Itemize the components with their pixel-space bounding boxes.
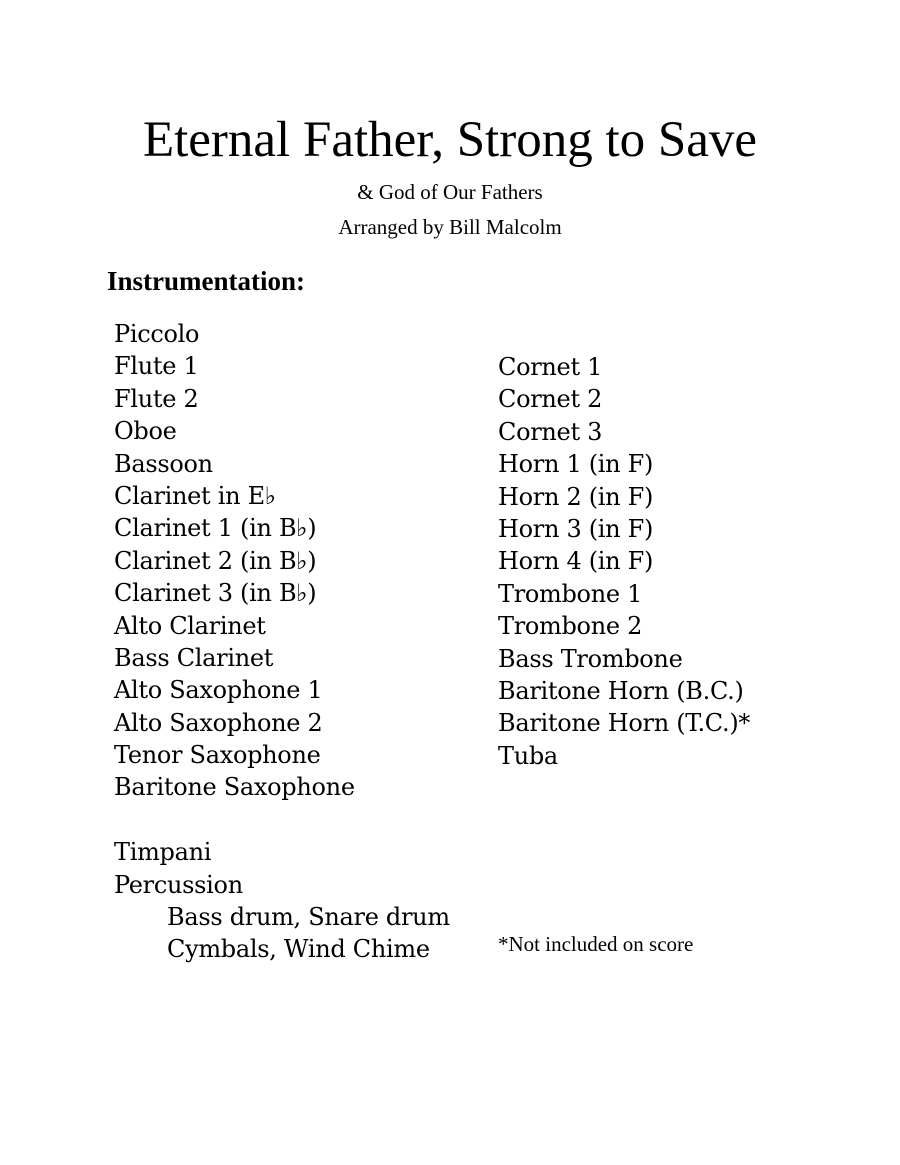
instrument-item: Alto Saxophone 1 (114, 676, 323, 705)
instrument-item: Bassoon (114, 449, 213, 478)
instrument-item: Horn 4 (in F) (498, 547, 654, 576)
instrument-item-percussion: Percussion (114, 870, 243, 899)
instrument-item: Alto Clarinet (114, 611, 266, 640)
instrument-item: Trombone 1 (498, 579, 643, 608)
arranger-credit: Arranged by Bill Malcolm (338, 215, 562, 239)
instrument-item: Cornet 2 (498, 385, 603, 414)
woodwind-instrument-list (114, 318, 450, 966)
brass-instrument-list (498, 351, 750, 772)
instrument-item: Bass Clarinet (114, 643, 274, 672)
instrument-item: Alto Saxophone 2 (114, 708, 323, 737)
instrument-item: Piccolo (114, 320, 200, 348)
subtitle: & God of Our Fathers (357, 180, 543, 204)
instrument-item: Cornet 1 (498, 353, 603, 381)
percussion-detail: Bass drum, Snare drum (167, 903, 450, 932)
instrument-item: Tuba (498, 741, 558, 770)
instrument-item: Cornet 3 (498, 417, 603, 446)
instrument-item: Tenor Saxophone (114, 741, 321, 770)
percussion-detail: Cymbals, Wind Chime (167, 935, 430, 964)
instrument-item-timpani: Timpani (114, 838, 212, 867)
instrument-item: Trombone 2 (498, 612, 643, 641)
instrument-item: Flute 1 (114, 352, 199, 381)
instrument-item: Clarinet 3 (in B♭) (114, 579, 317, 608)
instrument-item: Flute 2 (114, 384, 199, 413)
instrument-item: Clarinet 2 (in B♭) (114, 546, 317, 575)
page-title: Eternal Father, Strong to Save (142, 112, 758, 168)
instrument-item: Horn 3 (in F) (498, 514, 654, 543)
instrument-item: Bass Trombone (498, 644, 683, 673)
instrument-item: Horn 2 (in F) (498, 482, 654, 511)
instrument-item: Baritone Horn (B.C.) (498, 676, 744, 705)
instrument-item: Baritone Saxophone (114, 773, 355, 802)
footnote: *Not included on score (498, 932, 694, 956)
instrument-item: Horn 1 (in F) (498, 450, 654, 479)
instrument-item: Clarinet in E♭ (114, 481, 276, 510)
instrument-item: Clarinet 1 (in B♭) (114, 514, 317, 543)
instrument-item: Oboe (114, 417, 177, 446)
instrument-item: Baritone Horn (T.C.)* (498, 709, 751, 738)
instrumentation-heading: Instrumentation: (107, 266, 306, 296)
list-spacer (114, 804, 450, 836)
